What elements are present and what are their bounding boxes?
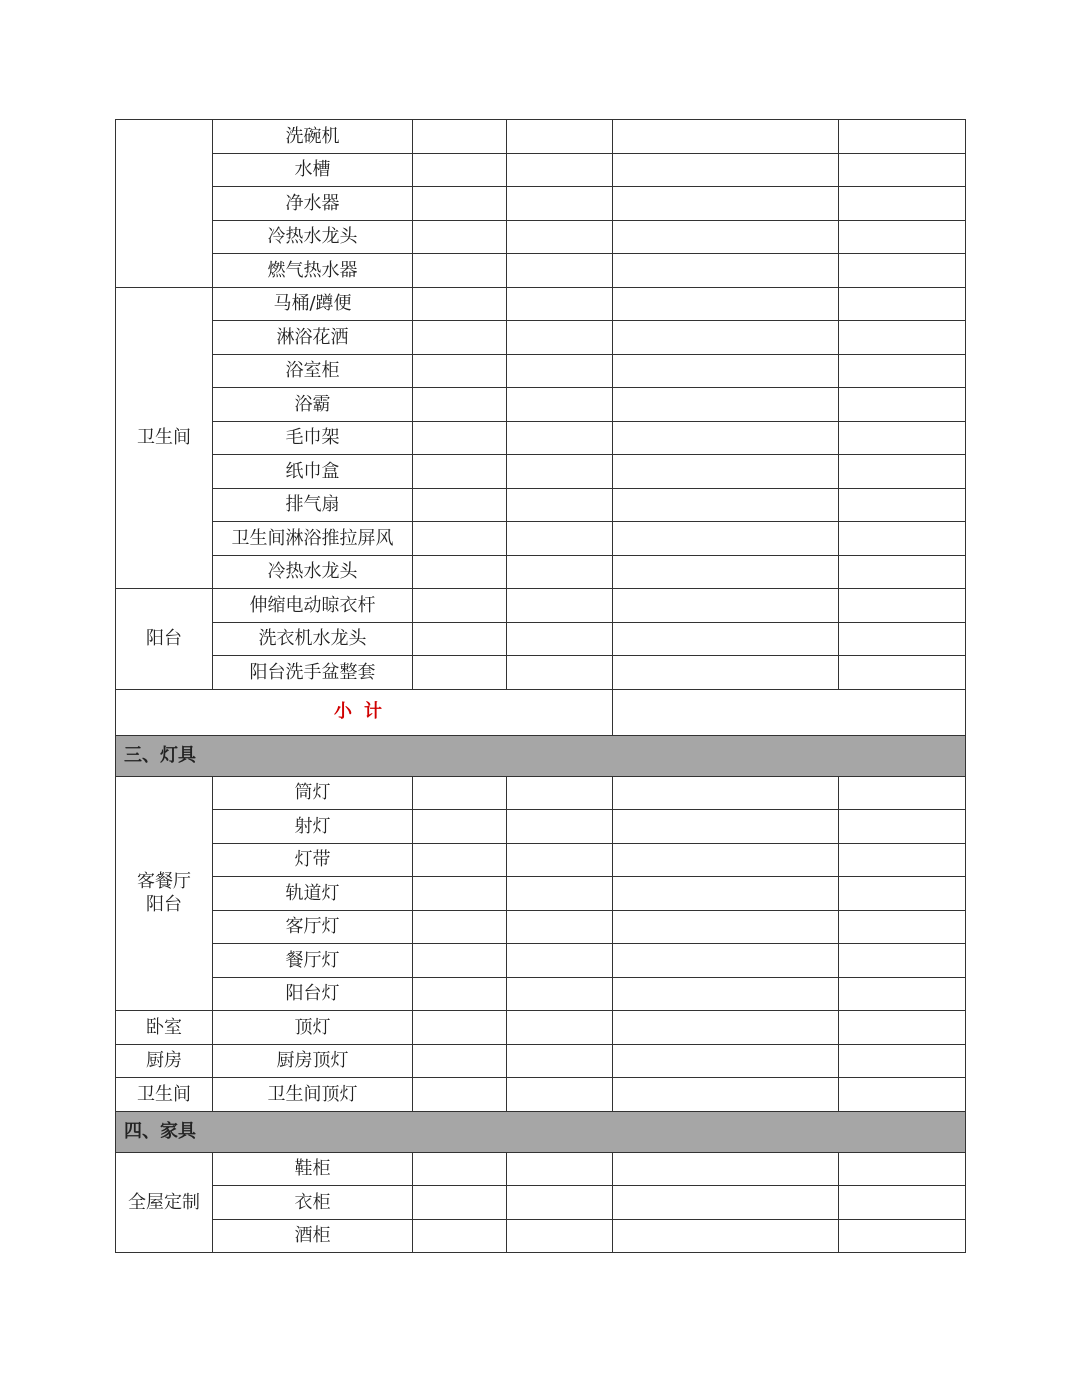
brand-cell[interactable]: [413, 187, 507, 221]
brand-cell[interactable]: [413, 776, 507, 810]
item-name: 顶灯: [213, 1011, 413, 1045]
qty-cell[interactable]: [507, 388, 613, 422]
area-cell: [116, 776, 213, 1011]
brand-cell[interactable]: [413, 287, 507, 321]
price-cell[interactable]: [839, 1219, 966, 1253]
price-cell[interactable]: [839, 622, 966, 656]
spec-cell[interactable]: [613, 421, 839, 455]
qty-cell[interactable]: [507, 1011, 613, 1045]
item-name: 马桶/蹲便: [213, 287, 413, 321]
price-cell[interactable]: [839, 421, 966, 455]
spec-cell[interactable]: [613, 354, 839, 388]
qty-cell[interactable]: [507, 455, 613, 489]
spec-cell[interactable]: [613, 220, 839, 254]
price-cell[interactable]: [839, 254, 966, 288]
spec-cell[interactable]: [613, 589, 839, 623]
spec-cell[interactable]: [613, 656, 839, 690]
section-title: 四、家具: [116, 1111, 966, 1152]
price-cell[interactable]: [839, 877, 966, 911]
price-cell[interactable]: [839, 153, 966, 187]
qty-cell[interactable]: [507, 944, 613, 978]
qty-cell[interactable]: [507, 1152, 613, 1186]
table-row: [116, 1152, 966, 1186]
item-name: 射灯: [213, 810, 413, 844]
area-cell: 卫生间: [116, 287, 213, 589]
section-header-row: [116, 1111, 966, 1152]
qty-cell[interactable]: [507, 910, 613, 944]
table-row: [116, 354, 966, 388]
table-row: [116, 555, 966, 589]
price-cell[interactable]: [839, 187, 966, 221]
brand-cell[interactable]: [413, 421, 507, 455]
spec-cell[interactable]: [613, 120, 839, 154]
table-row: [116, 589, 966, 623]
brand-cell[interactable]: [413, 1044, 507, 1078]
table-row: [116, 1219, 966, 1253]
qty-cell[interactable]: [507, 153, 613, 187]
price-cell[interactable]: [839, 354, 966, 388]
spec-cell[interactable]: [613, 1044, 839, 1078]
brand-cell[interactable]: [413, 455, 507, 489]
item-name: 卫生间顶灯: [213, 1078, 413, 1112]
qty-cell[interactable]: [507, 877, 613, 911]
item-name: 纸巾盒: [213, 455, 413, 489]
qty-cell[interactable]: [507, 1219, 613, 1253]
area-cell: 厨房: [116, 1044, 213, 1078]
price-cell[interactable]: [839, 1044, 966, 1078]
table-row: [116, 776, 966, 810]
item-name: 冷热水龙头: [213, 555, 413, 589]
table-row: [116, 488, 966, 522]
item-name: 厨房顶灯: [213, 1044, 413, 1078]
subtotal-row: [116, 689, 966, 735]
item-name: 客厅灯: [213, 910, 413, 944]
brand-cell[interactable]: [413, 843, 507, 877]
price-cell[interactable]: [839, 1186, 966, 1220]
qty-cell[interactable]: [507, 656, 613, 690]
area-line: 阳台: [146, 894, 182, 916]
spec-cell[interactable]: [613, 1011, 839, 1045]
qty-cell[interactable]: [507, 810, 613, 844]
brand-cell[interactable]: [413, 522, 507, 556]
qty-cell[interactable]: [507, 220, 613, 254]
item-name: 伸缩电动晾衣杆: [213, 589, 413, 623]
qty-cell[interactable]: [507, 977, 613, 1011]
price-cell[interactable]: [839, 843, 966, 877]
table-row: [116, 421, 966, 455]
table-row: [116, 843, 966, 877]
area-cell: 阳台: [116, 589, 213, 690]
spec-cell[interactable]: [613, 877, 839, 911]
price-cell[interactable]: [839, 1078, 966, 1112]
qty-cell[interactable]: [507, 421, 613, 455]
item-name: 餐厅灯: [213, 944, 413, 978]
item-name: 灯带: [213, 843, 413, 877]
qty-cell[interactable]: [507, 187, 613, 221]
qty-cell[interactable]: [507, 488, 613, 522]
brand-cell[interactable]: [413, 153, 507, 187]
table-row: [116, 622, 966, 656]
brand-cell[interactable]: [413, 944, 507, 978]
brand-cell[interactable]: [413, 877, 507, 911]
brand-cell[interactable]: [413, 589, 507, 623]
table-row: [116, 877, 966, 911]
table-row: [116, 1186, 966, 1220]
item-name: 洗衣机水龙头: [213, 622, 413, 656]
brand-cell[interactable]: [413, 810, 507, 844]
table-row: [116, 656, 966, 690]
spec-cell[interactable]: [613, 1219, 839, 1253]
spec-cell[interactable]: [613, 910, 839, 944]
item-name: 洗碗机: [213, 120, 413, 154]
item-name: 燃气热水器: [213, 254, 413, 288]
price-cell[interactable]: [839, 1152, 966, 1186]
table-row: [116, 254, 966, 288]
table-row: [116, 1078, 966, 1112]
table-row: [116, 910, 966, 944]
spec-cell[interactable]: [613, 810, 839, 844]
area-line: 客餐厅: [137, 870, 191, 892]
spec-cell[interactable]: [613, 153, 839, 187]
table-row: [116, 522, 966, 556]
qty-cell[interactable]: [507, 1186, 613, 1220]
item-name: 冷热水龙头: [213, 220, 413, 254]
price-cell[interactable]: [839, 656, 966, 690]
price-cell[interactable]: [839, 321, 966, 355]
brand-cell[interactable]: [413, 1219, 507, 1253]
area-cell: [116, 120, 213, 288]
brand-cell[interactable]: [413, 254, 507, 288]
spec-cell[interactable]: [613, 977, 839, 1011]
price-cell[interactable]: [839, 910, 966, 944]
item-name: 毛巾架: [213, 421, 413, 455]
brand-cell[interactable]: [413, 1011, 507, 1045]
table-row: [116, 388, 966, 422]
spec-cell[interactable]: [613, 776, 839, 810]
section-header-row: [116, 735, 966, 776]
spec-cell[interactable]: [613, 1152, 839, 1186]
brand-cell[interactable]: [413, 910, 507, 944]
item-name: 筒灯: [213, 776, 413, 810]
table-row: [116, 1044, 966, 1078]
brand-cell[interactable]: [413, 354, 507, 388]
subtotal-value[interactable]: [613, 689, 966, 735]
spec-cell[interactable]: [613, 321, 839, 355]
spec-cell[interactable]: [613, 622, 839, 656]
price-cell[interactable]: [839, 388, 966, 422]
spec-cell[interactable]: [613, 522, 839, 556]
brand-cell[interactable]: [413, 555, 507, 589]
qty-cell[interactable]: [507, 1044, 613, 1078]
qty-cell[interactable]: [507, 622, 613, 656]
table-row: [116, 321, 966, 355]
spec-cell[interactable]: [613, 455, 839, 489]
brand-cell[interactable]: [413, 1152, 507, 1186]
item-name: 酒柜: [213, 1219, 413, 1253]
price-cell[interactable]: [839, 455, 966, 489]
brand-cell[interactable]: [413, 388, 507, 422]
item-name: 卫生间淋浴推拉屏风: [213, 522, 413, 556]
brand-cell[interactable]: [413, 220, 507, 254]
table-row: [116, 1011, 966, 1045]
qty-cell[interactable]: [507, 354, 613, 388]
table-row: [116, 455, 966, 489]
brand-cell[interactable]: [413, 1078, 507, 1112]
price-cell[interactable]: [839, 488, 966, 522]
section-title: 三、灯具: [116, 735, 966, 776]
spec-cell[interactable]: [613, 187, 839, 221]
price-cell[interactable]: [839, 589, 966, 623]
qty-cell[interactable]: [507, 1078, 613, 1112]
price-cell[interactable]: [839, 522, 966, 556]
qty-cell[interactable]: [507, 254, 613, 288]
table-row: [116, 944, 966, 978]
table-row: [116, 977, 966, 1011]
qty-cell[interactable]: [507, 555, 613, 589]
area-cell: 全屋定制: [116, 1152, 213, 1253]
price-cell[interactable]: [839, 555, 966, 589]
qty-cell[interactable]: [507, 120, 613, 154]
brand-cell[interactable]: [413, 622, 507, 656]
brand-cell[interactable]: [413, 656, 507, 690]
item-name: 浴室柜: [213, 354, 413, 388]
item-name: 排气扇: [213, 488, 413, 522]
spec-cell[interactable]: [613, 488, 839, 522]
item-name: 轨道灯: [213, 877, 413, 911]
price-cell[interactable]: [839, 287, 966, 321]
spec-cell[interactable]: [613, 1186, 839, 1220]
item-name: 净水器: [213, 187, 413, 221]
price-cell[interactable]: [839, 810, 966, 844]
brand-cell[interactable]: [413, 120, 507, 154]
table-row: [116, 120, 966, 154]
item-name: 水槽: [213, 153, 413, 187]
budget-table: [115, 119, 966, 1253]
brand-cell[interactable]: [413, 321, 507, 355]
spec-cell[interactable]: [613, 944, 839, 978]
qty-cell[interactable]: [507, 776, 613, 810]
brand-cell[interactable]: [413, 488, 507, 522]
item-name: 浴霸: [213, 388, 413, 422]
spec-cell[interactable]: [613, 254, 839, 288]
subtotal-label: 小计: [116, 689, 613, 735]
qty-cell[interactable]: [507, 522, 613, 556]
spec-cell[interactable]: [613, 287, 839, 321]
item-name: 阳台灯: [213, 977, 413, 1011]
qty-cell[interactable]: [507, 843, 613, 877]
brand-cell[interactable]: [413, 977, 507, 1011]
brand-cell[interactable]: [413, 1186, 507, 1220]
item-name: 淋浴花洒: [213, 321, 413, 355]
qty-cell[interactable]: [507, 287, 613, 321]
qty-cell[interactable]: [507, 321, 613, 355]
area-cell: 卧室: [116, 1011, 213, 1045]
price-cell[interactable]: [839, 1011, 966, 1045]
price-cell[interactable]: [839, 220, 966, 254]
table-row: [116, 220, 966, 254]
spec-cell[interactable]: [613, 555, 839, 589]
spec-cell[interactable]: [613, 843, 839, 877]
item-name: 阳台洗手盆整套: [213, 656, 413, 690]
price-cell[interactable]: [839, 977, 966, 1011]
qty-cell[interactable]: [507, 589, 613, 623]
item-name: 衣柜: [213, 1186, 413, 1220]
table-row: [116, 287, 966, 321]
spec-cell[interactable]: [613, 1078, 839, 1112]
area-cell: 卫生间: [116, 1078, 213, 1112]
table-row: [116, 187, 966, 221]
price-cell[interactable]: [839, 776, 966, 810]
price-cell[interactable]: [839, 944, 966, 978]
spec-cell[interactable]: [613, 388, 839, 422]
price-cell[interactable]: [839, 120, 966, 154]
table-row: [116, 153, 966, 187]
item-name: 鞋柜: [213, 1152, 413, 1186]
table-row: [116, 810, 966, 844]
